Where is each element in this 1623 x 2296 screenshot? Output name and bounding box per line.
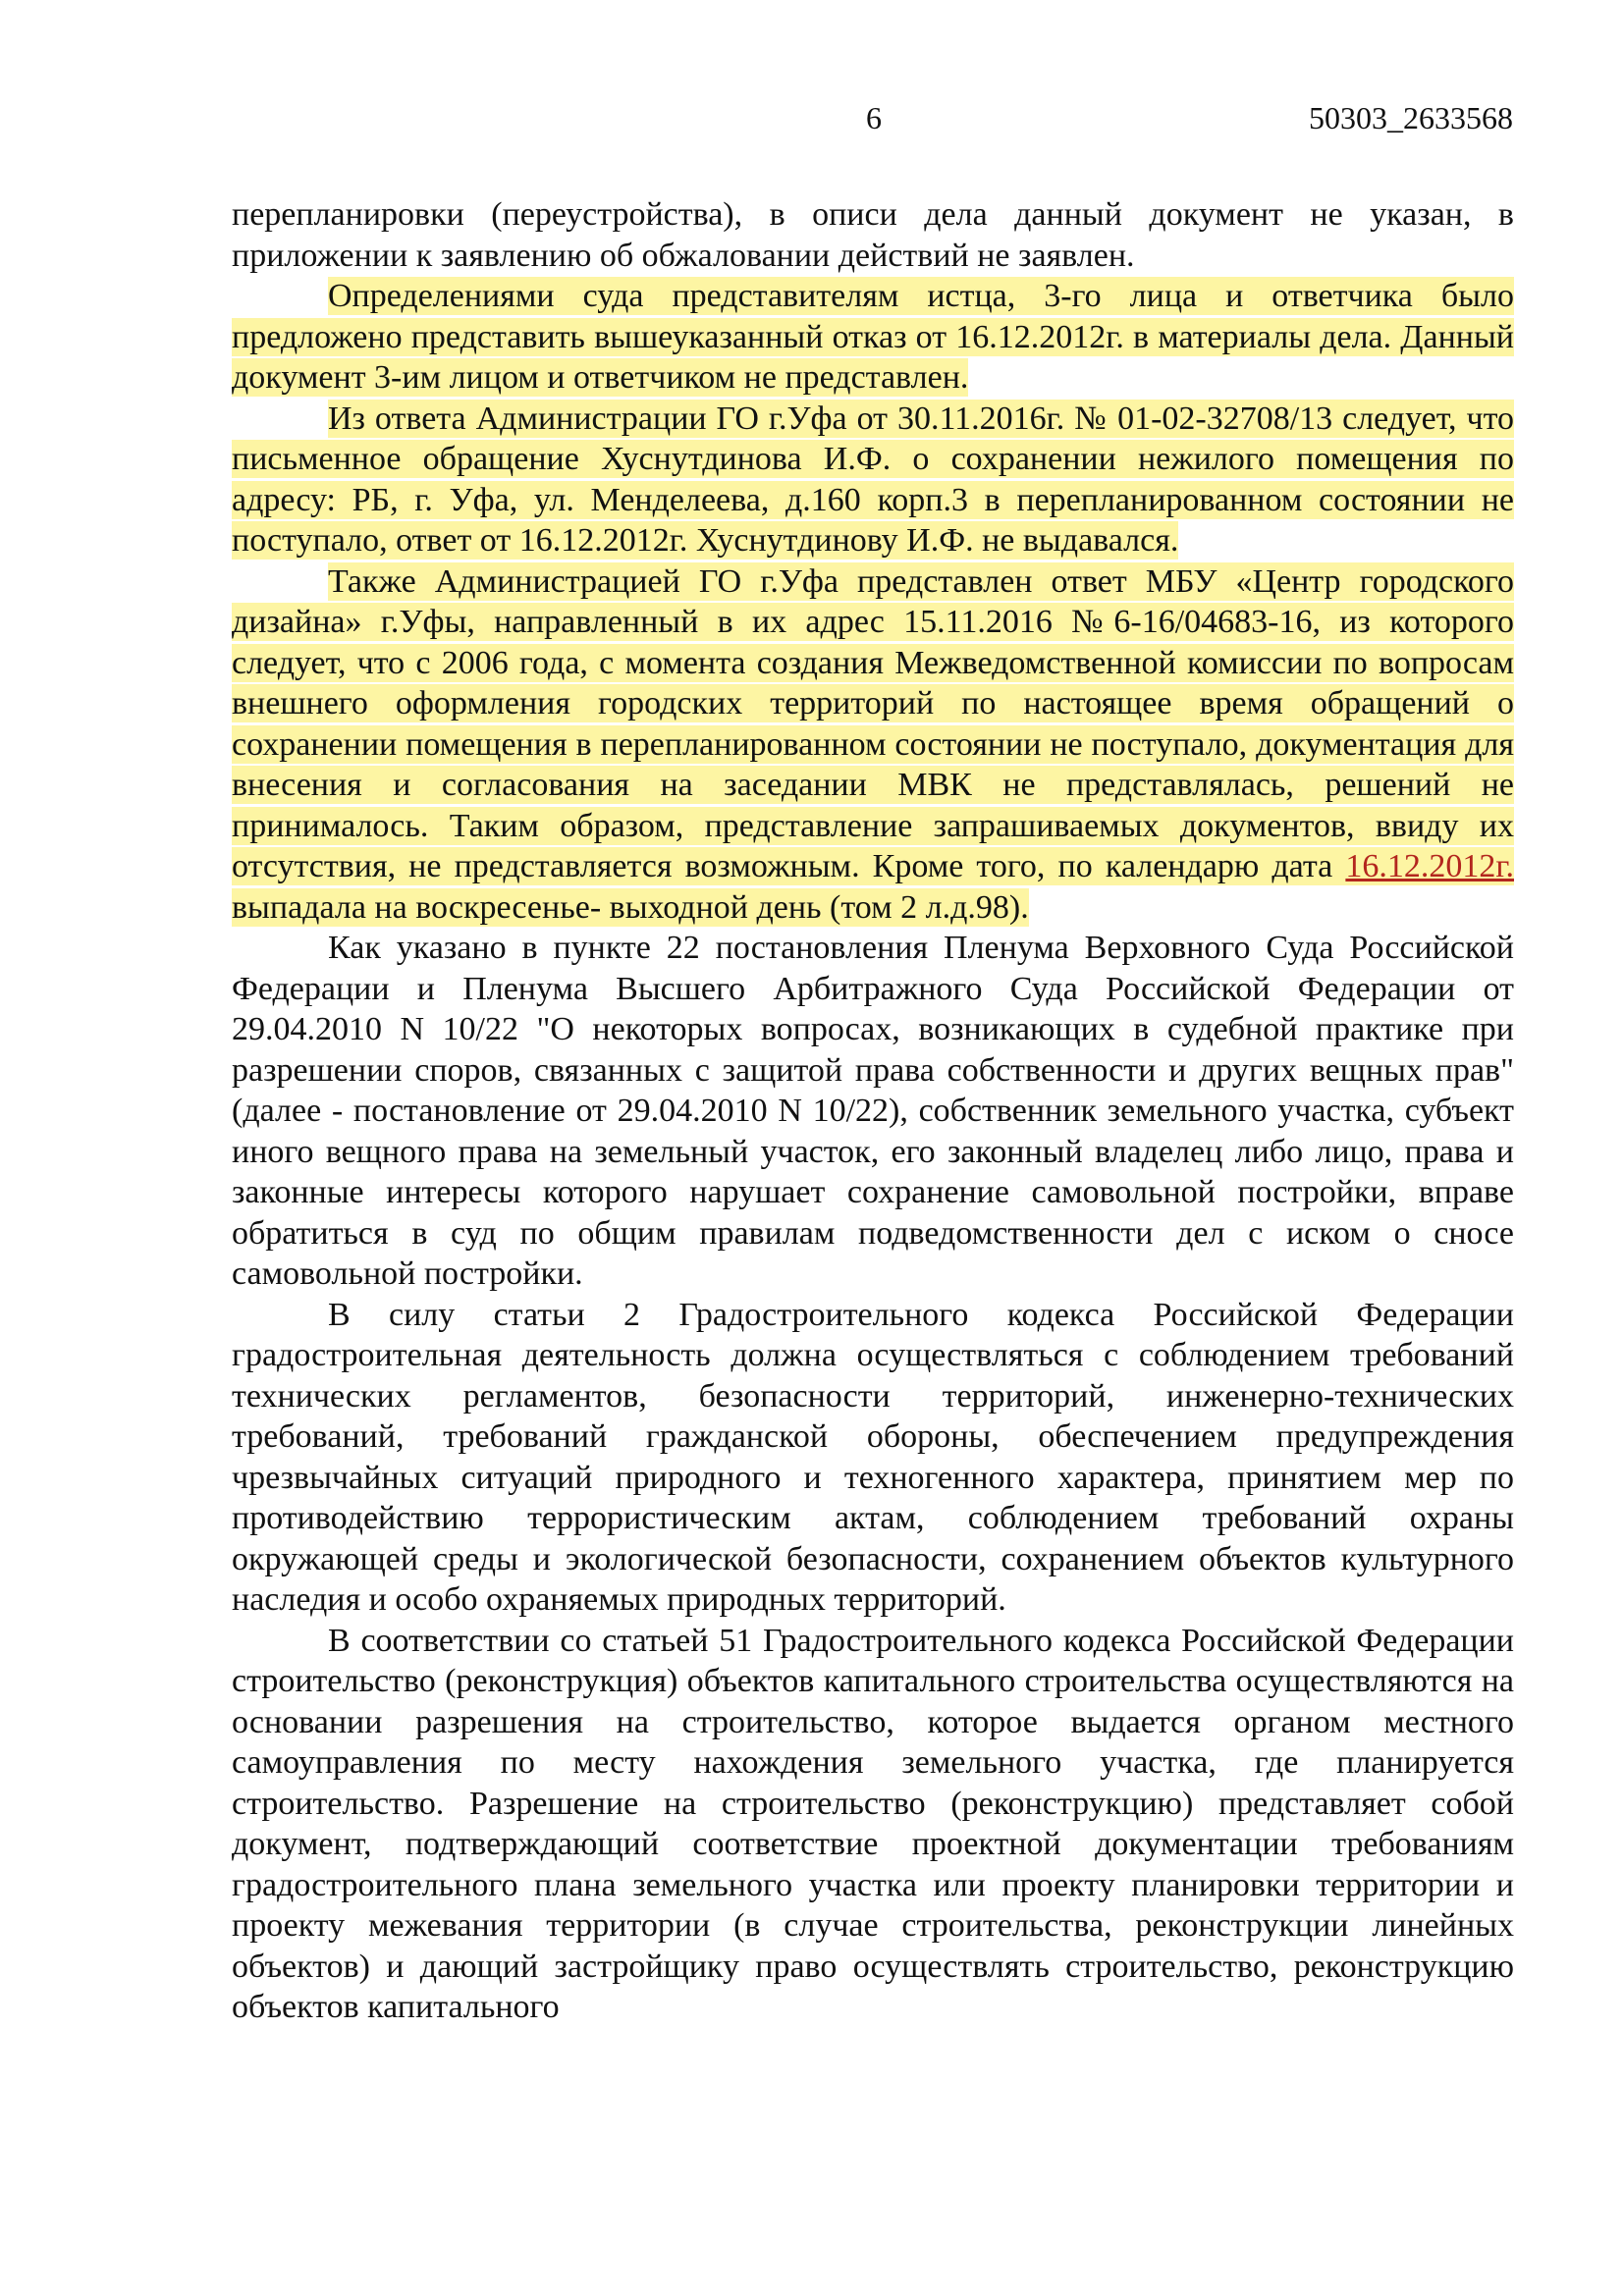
paragraph-text: В силу статьи 2 Градостроительного кодекса Российской Федерации градостроительная деятельность должна осуществляться с соблюдением требований технических регламентов, безопасности территорий, инженерно-технических требований, требований гражданской обороны, обеспечением предупреждения чрезвычайных ситуаций природного и техногенного характера, принятием мер по противодействию террористическим актам, соблюдением требований охраны окружающей среды и экологической безопасности, сохранением объектов культурного наследия и особо охраняемых природных территорий.: [232, 1296, 1514, 1618]
document-id: 50303_2633568: [1309, 100, 1513, 135]
paragraph-court-requests: [232, 276, 1514, 399]
paragraph-mbu-response: [232, 561, 1514, 929]
highlighted-text: Определениями суда представителям истца, 3-го лица и ответчика было предложено представить вышеуказанный отказ от 16.12.2012г. в материалы дела. Данный документ 3-им лицом и ответчиком не представлен.: [232, 278, 1514, 396]
paragraph-administration-response: [232, 399, 1514, 561]
highlighted-text: [232, 562, 1514, 927]
paragraph-text: Как указано в пункте 22 постановления Пленума Верховного Суда Российской Федерации и Пленума Высшего Арбитражного Суда Российской Федерации от 29.04.2010 N 10/22 "О некоторых вопросах, возникающих в судебной практике при разрешении споров, связанных с защитой права собственности и других вещных прав" (далее - постановление от 29.04.2010 N 10/22), собственник земельного участка, субъект иного вещного права на земельный участок, его законный владелец либо лицо, права и законные интересы которого нарушает сохранение самовольной постройки, вправе обратиться в суд по общим правилам подведомственности дел с иском о сносе самовольной постройки.: [232, 930, 1514, 1292]
paragraph-text: перепланировки (переустройства), в описи дела данный документ не указан, в приложении к заявлению об обжаловании действий не заявлен.: [232, 196, 1514, 274]
paragraph-text: В соответствии со статьей 51 Градостроительного кодекса Российской Федерации строительство (реконструкция) объектов капитального строительства осуществляются на основании разрешения на строительство, которое выдается органом местного самоуправления по месту нахождения земельного участка, где планируется строительство. Разрешение на строительство (реконструкцию) представляет собой документ, подтверждающий соответствие проектной документации требованиям градостроительного плана земельного участка или проекту планировки территории и проекту межевания территории (в случае строительства, реконструкции линейных объектов) и дающий застройщику право осуществлять строительство, реконструкцию объектов капитального: [232, 1622, 1514, 2025]
paragraph-article-51: [232, 1621, 1514, 2028]
paragraph-continuation: [232, 194, 1514, 276]
document-body: [232, 194, 1514, 2028]
underlined-date: 16.12.2012г.: [1345, 848, 1514, 884]
paragraph-article-2: [232, 1295, 1514, 1621]
highlighted-text-part: выпадала на воскресенье- выходной день (том 2 л.д.98).: [232, 888, 1029, 926]
highlighted-text-part: Также Администрацией ГО г.Уфа представлен ответ МБУ «Центр городского дизайна» г.Уфы, направленный в их адрес 15.11.2016 №6-16/04683-16, из которого следует, что с 2006 года, с момента создания Межведомственной комиссии по вопросам внешнего оформления городских территорий по настоящее время обращений о сохранении помещения в перепланированном состоянии не поступало, документация для внесения и согласования на заседании МВК не представлялась, решений не принималось. Таким образом, представление запрашиваемых документов, ввиду их отсутствия, не представляется возможным. Кроме того, по календарю дата: [232, 562, 1514, 884]
highlighted-text: Из ответа Администрации ГО г.Уфа от 30.11.2016г. № 01-02-32708/13 следует, что письменное обращение Хуснутдинова И.Ф. о сохранении нежилого помещения по адресу: РБ, г. Уфа, ул. Менделеева, д.160 корп.3 в перепланированном состоянии не поступало, ответ от 16.12.2012г. Хуснутдинову И.Ф. не выдавался.: [232, 400, 1514, 559]
page-number: 6: [866, 100, 882, 135]
paragraph-plenum-resolution: [232, 928, 1514, 1295]
